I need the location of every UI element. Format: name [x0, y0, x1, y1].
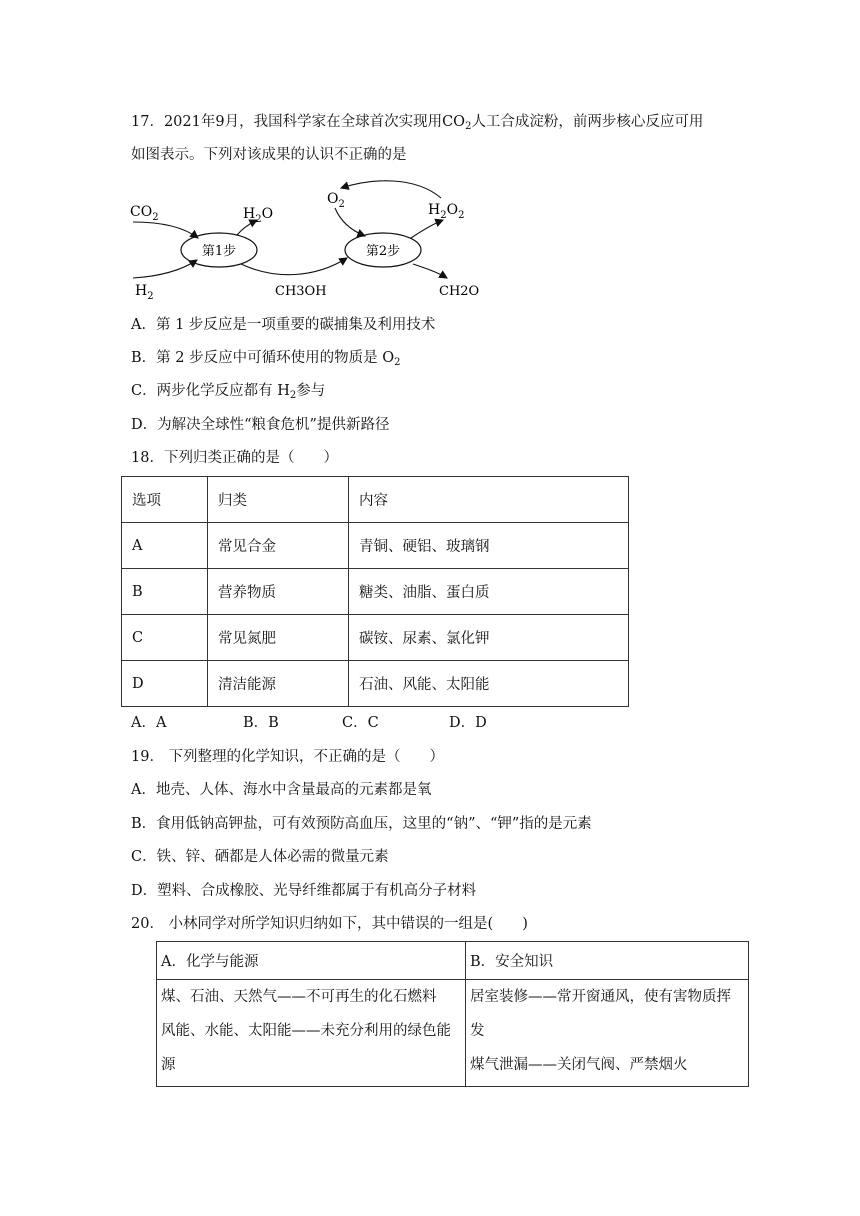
q18-stem: 18．下列归类正确的是（ ） — [131, 450, 338, 466]
q20-table — [156, 941, 749, 1087]
q18-option-a: A．A — [131, 715, 167, 731]
arrow-step1-to-step2 — [241, 258, 347, 275]
arrow-step1-to-h2o — [237, 220, 257, 235]
table-row — [122, 615, 629, 661]
o2-label: $O_2$ — [327, 191, 345, 210]
q18-table — [121, 476, 629, 707]
table-row — [122, 523, 629, 569]
table-cell: 常见合金 — [208, 523, 349, 569]
q18-option-d: D．D — [449, 715, 487, 731]
table-cell: 碳铵、尿素、氯化钾 — [349, 615, 629, 661]
table-header-cell: 选项 — [122, 477, 208, 523]
cell-line: 居室装修——常开窗通风，使有害物质挥 — [470, 989, 731, 1005]
table-row — [122, 661, 629, 707]
q19-stem: 19． 下列整理的化学知识，不正确的是（ ） — [131, 749, 445, 765]
q17-option-a: A．第 1 步反应是一项重要的碳捕集及利用技术 — [131, 317, 436, 333]
q18-option-b: B．B — [243, 715, 279, 731]
table-cell: 青铜、硬铝、玻璃钢 — [349, 523, 629, 569]
h2o-label: $H_2O$ — [243, 206, 274, 225]
q17-option-c: C．两步化学反应都有 $H_2$参与 — [131, 383, 326, 401]
table-cell: 营养物质 — [208, 569, 349, 615]
table-cell — [466, 980, 749, 1087]
arrow-h2-to-step1 — [133, 260, 197, 278]
cell-line: 源 — [161, 1057, 176, 1073]
q19-option-c: C．铁、锌、硒都是人体必需的微量元素 — [131, 849, 389, 865]
co2-label: $CO_2$ — [130, 204, 159, 223]
step1-label: 第1步 — [201, 244, 237, 259]
q17-stem-line2: 如图表示。下列对该成果的认识不正确的是 — [131, 147, 407, 163]
table-cell: 石油、风能、太阳能 — [349, 661, 629, 707]
ch2o-label: CH2O — [439, 284, 480, 299]
q20-stem: 20． 小林同学对所学知识归纳如下，其中错误的一组是( ) — [131, 916, 528, 932]
cell-line: 煤气泄漏——关闭气阀、严禁烟火 — [470, 1057, 688, 1073]
arrow-co2-to-step1 — [133, 222, 198, 238]
table-header-cell: 归类 — [208, 477, 349, 523]
cell-line: 煤、石油、天然气——不可再生的化石燃料 — [161, 989, 437, 1005]
cell-line: 风能、水能、太阳能——未充分利用的绿色能 — [161, 1023, 451, 1039]
table-cell: C — [122, 615, 208, 661]
reaction-diagram — [125, 180, 485, 300]
step2-label: 第2步 — [365, 244, 401, 259]
cell-line: 发 — [470, 1023, 485, 1039]
table-row — [122, 569, 629, 615]
arrow-h2o2-to-o2-cycle — [341, 181, 441, 198]
table-header-cell: B．安全知识 — [466, 942, 749, 980]
table-cell — [157, 980, 466, 1087]
h2-label: $H_2$ — [135, 283, 154, 300]
table-cell: B — [122, 569, 208, 615]
table-header-row — [157, 942, 749, 980]
q17-stem-line1: 17．2021年9月，我国科学家在全球首次实现用$CO_2$人工合成淀粉，前两步核心反应可用 — [131, 114, 704, 132]
ch3oh-label: CH3OH — [275, 284, 327, 299]
arrow-step2-to-h2o2 — [411, 220, 443, 238]
q18-option-c: C．C — [342, 715, 379, 731]
q18-options — [131, 713, 531, 733]
q19-option-a: A．地壳、人体、海水中含量最高的元素都是氧 — [131, 782, 432, 798]
table-header-cell: A．化学与能源 — [157, 942, 466, 980]
table-cell: D — [122, 661, 208, 707]
q17-option-d: D．为解决全球性“粮食危机”提供新路径 — [131, 417, 390, 433]
table-header-row — [122, 477, 629, 523]
table-row — [157, 980, 749, 1087]
table-header-cell: 内容 — [349, 477, 629, 523]
table-cell: A — [122, 523, 208, 569]
table-cell: 清洁能源 — [208, 661, 349, 707]
q19-option-b: B．食用低钠高钾盐，可有效预防高血压，这里的“钠”、“钾”指的是元素 — [131, 816, 592, 832]
h2o2-label: $H_2O_2$ — [428, 202, 465, 221]
q19-option-d: D．塑料、合成橡胶、光导纤维都属于有机高分子材料 — [131, 883, 477, 899]
table-cell: 糖类、油脂、蛋白质 — [349, 569, 629, 615]
table-cell: 常见氮肥 — [208, 615, 349, 661]
arrow-step2-to-ch2o — [413, 264, 447, 278]
arrow-o2-to-step2 — [335, 208, 365, 236]
q17-option-b: B．第 2 步反应中可循环使用的物质是 $O_2$ — [131, 350, 401, 368]
